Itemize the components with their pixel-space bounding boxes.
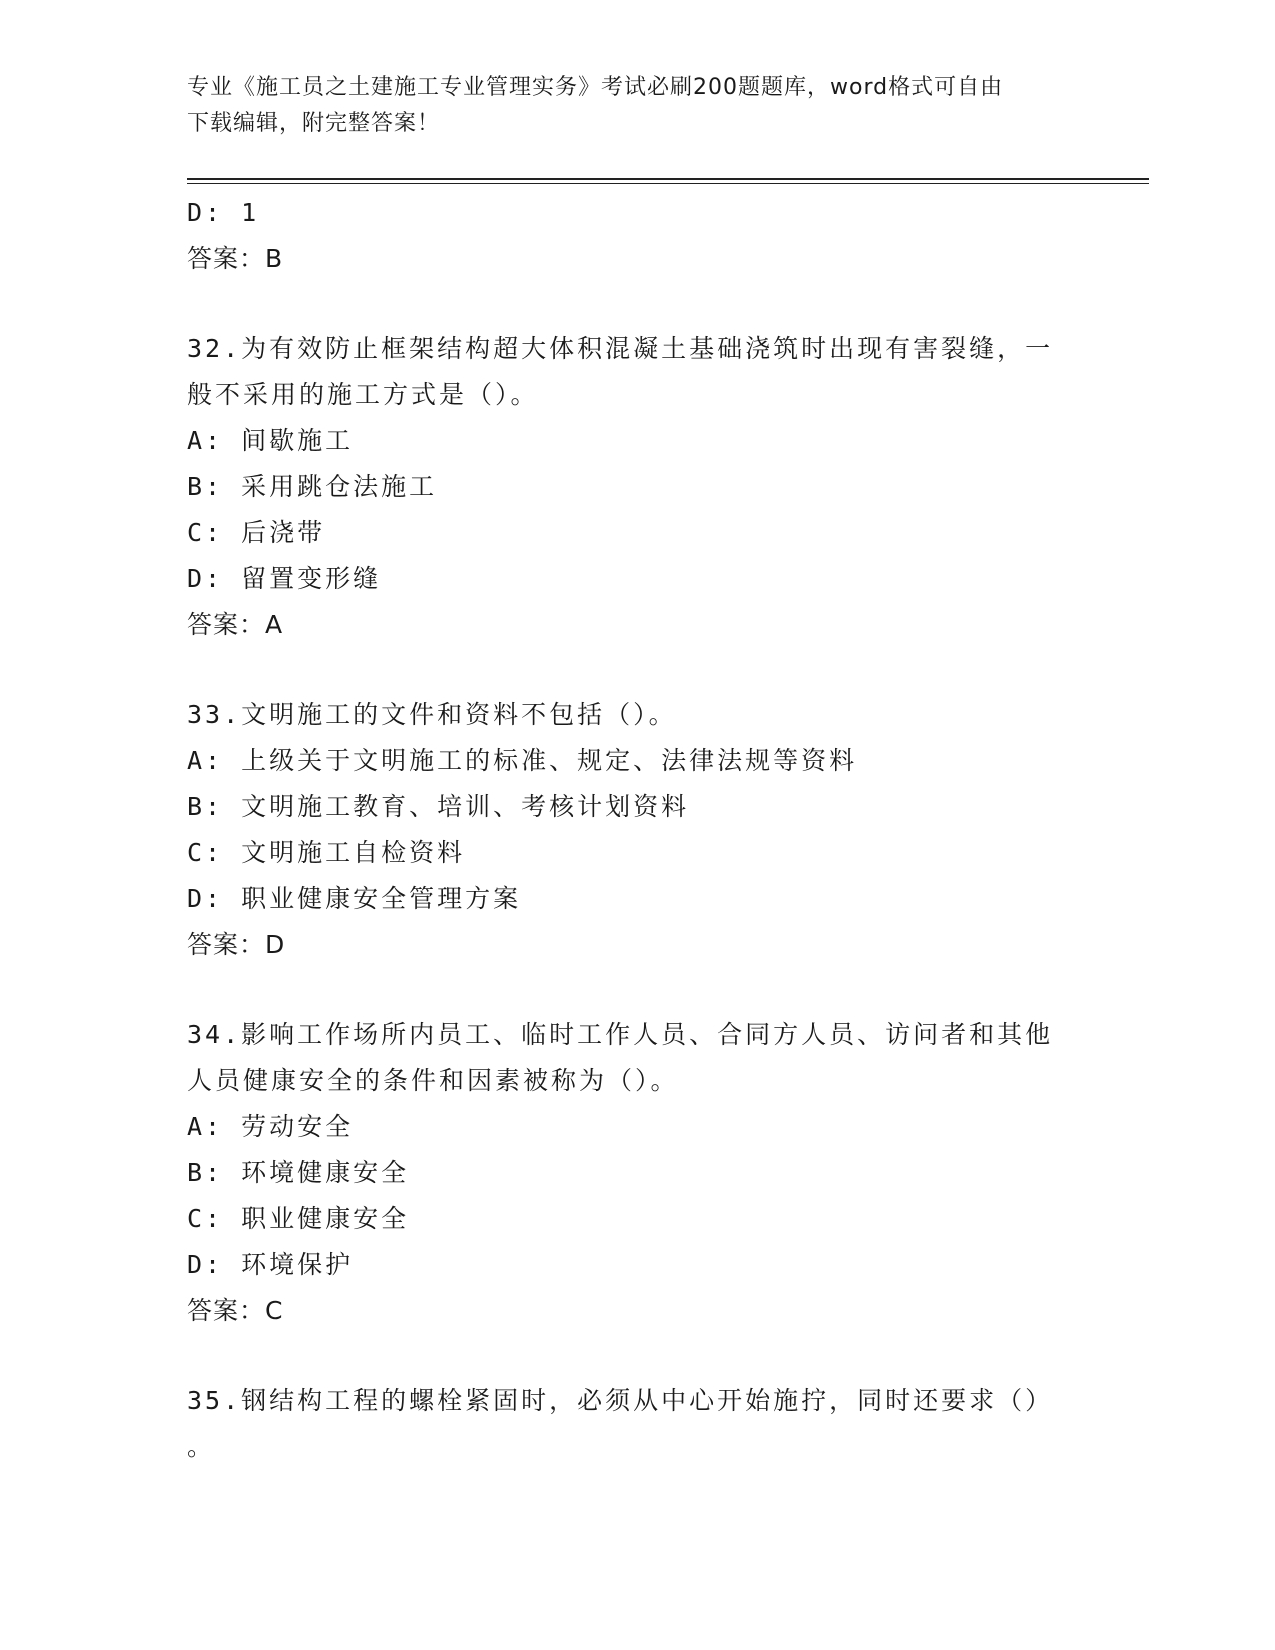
option-d: D: 留置变形缝 bbox=[187, 564, 382, 593]
answer: 答案：C bbox=[187, 1296, 284, 1325]
header-divider-thin bbox=[187, 183, 1149, 184]
option-b: B: 采用跳仓法施工 bbox=[187, 472, 438, 501]
question-33 bbox=[187, 692, 1087, 968]
option-b: B: 环境健康安全 bbox=[187, 1158, 410, 1187]
carry-answer: 答案：B bbox=[187, 244, 284, 273]
question-stem-line: 35.钢结构工程的螺栓紧固时，必须从中心开始施拧，同时还要求（） bbox=[187, 1386, 1054, 1415]
option-c: C: 后浇带 bbox=[187, 518, 326, 547]
question-stem-line: 。 bbox=[187, 1432, 216, 1461]
option-d: D: 职业健康安全管理方案 bbox=[187, 884, 522, 913]
question-stem-line: 34.影响工作场所内员工、临时工作人员、合同方人员、访问者和其他 bbox=[187, 1020, 1054, 1049]
question-stem-line: 33.文明施工的文件和资料不包括（）。 bbox=[187, 700, 677, 729]
question-32 bbox=[187, 326, 1087, 648]
document-header bbox=[187, 70, 1067, 142]
question-content bbox=[187, 190, 1087, 1470]
option-d: D: 环境保护 bbox=[187, 1250, 354, 1279]
option-b: B: 文明施工教育、培训、考核计划资料 bbox=[187, 792, 690, 821]
question-stem-line: 般不采用的施工方式是（）。 bbox=[187, 380, 539, 409]
question-35 bbox=[187, 1378, 1087, 1470]
header-title-line2: 下载编辑，附完整答案！ bbox=[187, 111, 441, 136]
option-a: A: 劳动安全 bbox=[187, 1112, 354, 1141]
header-title-line1: 专业《施工员之土建施工专业管理实务》考试必刷200题题库，word格式可自由 bbox=[187, 75, 1004, 100]
header-divider-thick bbox=[187, 178, 1149, 180]
question-stem-line: 人员健康安全的条件和因素被称为（）。 bbox=[187, 1066, 679, 1095]
option-c: C: 职业健康安全 bbox=[187, 1204, 410, 1233]
option-a: A: 间歇施工 bbox=[187, 426, 354, 455]
option-c: C: 文明施工自检资料 bbox=[187, 838, 466, 867]
question-stem-line: 32.为有效防止框架结构超大体积混凝土基础浇筑时出现有害裂缝，一 bbox=[187, 334, 1054, 363]
answer: 答案：A bbox=[187, 610, 284, 639]
carry-option-d: D: 1 bbox=[187, 198, 260, 227]
option-a: A: 上级关于文明施工的标准、规定、法律法规等资料 bbox=[187, 746, 858, 775]
question-34 bbox=[187, 1012, 1087, 1334]
answer: 答案：D bbox=[187, 930, 286, 959]
